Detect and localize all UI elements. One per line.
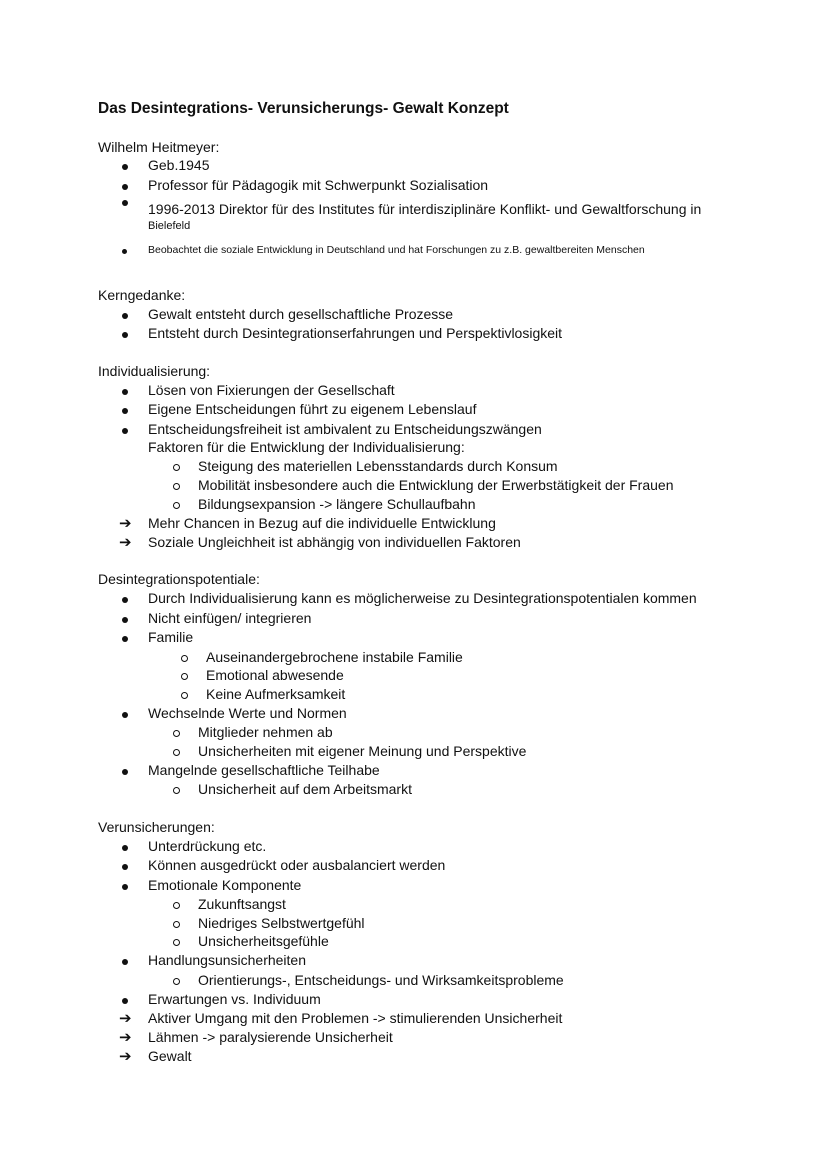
list-item: Beobachtet die soziale Entwicklung in Deutschland und hat Forschungen zu z.B. gewaltbereiten Menschen: [148, 244, 645, 256]
bullet-icon: [122, 428, 128, 434]
list-item: Mangelnde gesellschaftliche Teilhabe: [148, 762, 380, 778]
document-title: Das Desintegrations- Verunsicherungs- Gewalt Konzept: [98, 100, 509, 117]
circle-bullet-icon: [173, 464, 180, 471]
circle-bullet-icon: [173, 978, 180, 985]
sub-list-item: Unsicherheit auf dem Arbeitsmarkt: [198, 781, 412, 797]
bullet-icon: [122, 712, 128, 718]
sub-list-item: Keine Aufmerksamkeit: [206, 686, 346, 702]
sub-list-item: Orientierungs-, Entscheidungs- und Wirksamkeitsprobleme: [198, 972, 564, 988]
section-heading-heitmeyer: Wilhelm Heitmeyer:: [98, 139, 220, 155]
list-item: Unterdrückung etc.: [148, 838, 267, 854]
circle-bullet-icon: [173, 939, 180, 946]
bullet-icon: [122, 389, 128, 395]
section-heading-desintegration: Desintegrationspotentiale:: [98, 571, 260, 587]
list-item: Wechselnde Werte und Normen: [148, 705, 347, 721]
list-item: Entsteht durch Desintegrationserfahrungen und Perspektivlosigkeit: [148, 325, 563, 341]
circle-bullet-icon: [181, 692, 188, 699]
bullet-icon: [122, 200, 128, 206]
list-item: Emotionale Komponente: [148, 877, 302, 893]
list-item: Erwartungen vs. Individuum: [148, 991, 321, 1007]
conclusion-item: Mehr Chancen in Bezug auf die individuelle Entwicklung: [148, 515, 496, 531]
circle-bullet-icon: [173, 921, 180, 928]
bullet-icon: [122, 597, 128, 603]
bullet-icon: [122, 864, 128, 870]
sub-list-item: Bildungsexpansion -> längere Schullaufbahn: [198, 496, 476, 512]
factors-heading: Faktoren für die Entwicklung der Individualisierung:: [148, 439, 465, 455]
bullet-icon: [122, 845, 128, 851]
list-item: Professor für Pädagogik mit Schwerpunkt Sozialisation: [148, 177, 489, 193]
list-item: Geb.1945: [148, 157, 210, 173]
list-item-continuation: Bielefeld: [148, 220, 191, 232]
circle-bullet-icon: [173, 502, 180, 509]
circle-bullet-icon: [173, 902, 180, 909]
conclusion-item: Lähmen -> paralysierende Unsicherheit: [148, 1029, 393, 1045]
section-heading-verunsicherungen: Verunsicherungen:: [98, 819, 215, 835]
list-item: Entscheidungsfreiheit ist ambivalent zu Entscheidungszwängen: [148, 421, 542, 437]
arrow-right-icon: ➔: [119, 515, 132, 532]
conclusion-item: Gewalt: [148, 1048, 192, 1064]
section-heading-kerngedanke: Kerngedanke:: [98, 287, 186, 303]
circle-bullet-icon: [173, 483, 180, 490]
arrow-right-icon: ➔: [119, 1048, 132, 1065]
sub-list-item: Unsicherheiten mit eigener Meinung und Perspektive: [198, 743, 527, 759]
sub-list-item: Auseinandergebrochene instabile Familie: [206, 649, 463, 665]
conclusion-item: Soziale Ungleichheit ist abhängig von individuellen Faktoren: [148, 534, 521, 550]
bullet-icon: [122, 617, 128, 623]
list-item: Gewalt entsteht durch gesellschaftliche Prozesse: [148, 306, 454, 322]
bullet-icon: [122, 332, 128, 338]
arrow-right-icon: ➔: [119, 534, 132, 551]
sub-list-item: Niedriges Selbstwertgefühl: [198, 915, 365, 931]
circle-bullet-icon: [173, 787, 180, 794]
circle-bullet-icon: [173, 730, 180, 737]
arrow-right-icon: ➔: [119, 1029, 132, 1046]
bullet-icon: [122, 884, 128, 890]
sub-list-item: Emotional abwesende: [206, 667, 344, 683]
bullet-icon: [122, 164, 128, 170]
sub-list-item: Mobilität insbesondere auch die Entwicklung der Erwerbstätigkeit der Frauen: [198, 477, 674, 493]
list-item: Nicht einfügen/ integrieren: [148, 610, 312, 626]
bullet-icon: [122, 769, 128, 775]
list-item: Durch Individualisierung kann es möglicherweise zu Desintegrationspotentialen kommen: [148, 590, 697, 606]
bullet-icon: [122, 998, 128, 1004]
circle-bullet-icon: [181, 655, 188, 662]
bullet-icon: [122, 249, 127, 254]
list-item: Eigene Entscheidungen führt zu eigenem Lebenslauf: [148, 401, 477, 417]
list-item: 1996-2013 Direktor für des Institutes für interdisziplinäre Konflikt- und Gewaltforschung in: [148, 201, 702, 217]
bullet-icon: [122, 313, 128, 319]
bullet-icon: [122, 408, 128, 414]
bullet-icon: [122, 184, 128, 190]
conclusion-item: Aktiver Umgang mit den Problemen -> stimulierenden Unsicherheit: [148, 1010, 563, 1026]
list-item: Lösen von Fixierungen der Gesellschaft: [148, 382, 395, 398]
sub-list-item: Zukunftsangst: [198, 896, 286, 912]
bullet-icon: [122, 959, 128, 965]
circle-bullet-icon: [181, 673, 188, 680]
arrow-right-icon: ➔: [119, 1010, 132, 1027]
section-heading-individualisierung: Individualisierung:: [98, 363, 211, 379]
sub-list-item: Steigung des materiellen Lebensstandards durch Konsum: [198, 458, 558, 474]
list-item: Können ausgedrückt oder ausbalanciert werden: [148, 857, 446, 873]
sub-list-item: Unsicherheitsgefühle: [198, 933, 329, 949]
list-item: Familie: [148, 629, 194, 645]
circle-bullet-icon: [173, 749, 180, 756]
sub-list-item: Mitglieder nehmen ab: [198, 724, 333, 740]
list-item: Handlungsunsicherheiten: [148, 952, 306, 968]
bullet-icon: [122, 636, 128, 642]
